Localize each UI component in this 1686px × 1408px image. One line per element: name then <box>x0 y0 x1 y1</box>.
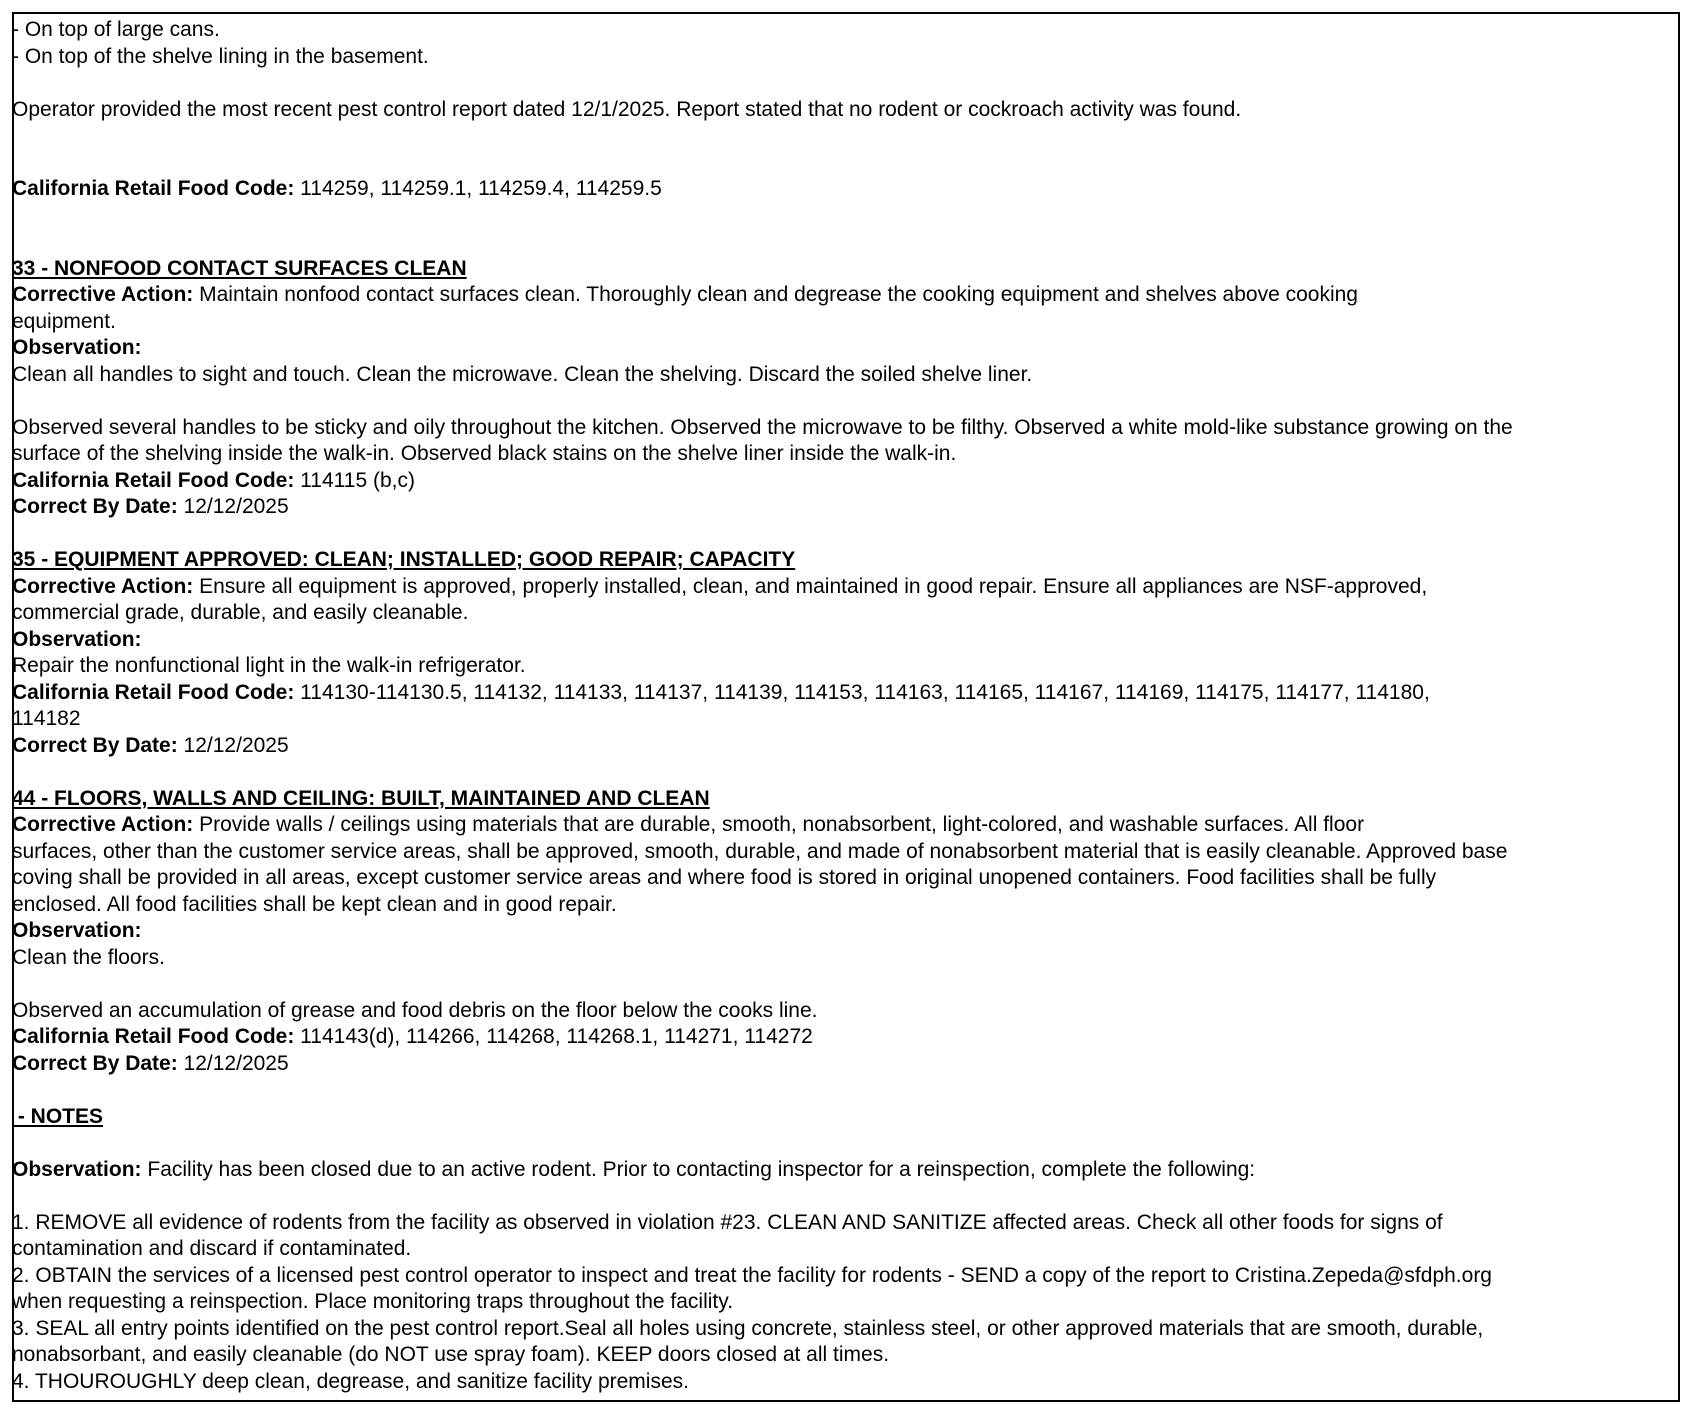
observation-text: surface of the shelving inside the walk-in. Observed black stains on the shelve liner inside the walk-in. <box>12 442 957 465</box>
corrective-action-text: surfaces, other than the customer service areas, shall be approved, smooth, durable, and made of nonabsorbent material that is easily cleanable. Approved base <box>12 839 1508 863</box>
code-line <box>12 680 1662 707</box>
corrective-action-text: Ensure all equipment is approved, properly installed, clean, and maintained in good repair. Ensure all appliances are NSF-approved, <box>193 574 1428 598</box>
code-value: 114182 <box>12 707 81 730</box>
notes-observation <box>12 1157 1662 1184</box>
observation-text: Clean all handles to sight and touch. Clean the microwave. Clean the shelving. Discard the soiled shelve liner. <box>12 362 1033 386</box>
observation-label: Observation: <box>12 627 142 651</box>
date-value: 12/12/2025 <box>177 495 289 518</box>
corrective-action <box>12 282 1662 309</box>
date-label: Correct By Date: <box>12 495 178 518</box>
observation-text: Repair the nonfunctional light in the walk-in refrigerator. <box>12 654 526 677</box>
observation-text: Observed several handles to be sticky and oily throughout the kitchen. Observed the microwave to be filthy. Observed a white mold-like substance growing on the <box>12 415 1513 439</box>
corrective-action-label: Corrective Action: <box>12 574 194 598</box>
corrective-action-text: commercial grade, durable, and easily cleanable. <box>12 601 469 624</box>
bullet-line: - On top of the shelve lining in the basement. <box>12 44 429 68</box>
violation-heading: 33 - NONFOOD CONTACT SURFACES CLEAN <box>12 256 467 280</box>
corrective-action-text: enclosed. All food facilities shall be kept clean and in good repair. <box>12 892 617 916</box>
notes-item: 3. SEAL all entry points identified on the pest control report.Seal all holes using concrete, stainless steel, or other approved materials that are smooth, durable, <box>12 1316 1484 1340</box>
violation-heading: 44 - FLOORS, WALLS AND CEILING: BUILT, MAINTAINED AND CLEAN <box>12 786 710 810</box>
violation-heading: 35 - EQUIPMENT APPROVED: CLEAN; INSTALLED; GOOD REPAIR; CAPACITY <box>12 548 796 571</box>
code-value: 114259, 114259.1, 114259.4, 114259.5 <box>294 177 662 200</box>
notes-item: nonabsorbant, and easily cleanable (do NOT use spray foam). KEEP doors closed at all times. <box>12 1343 890 1366</box>
code-value: 114143(d), 114266, 114268, 114268.1, 114271, 114272 <box>294 1025 813 1048</box>
notes-item: when requesting a reinspection. Place monitoring traps throughout the facility. <box>12 1290 734 1313</box>
pest-report-note: Operator provided the most recent pest control report dated 12/1/2025. Report stated that no rodent or cockroach activity was found. <box>12 97 1242 121</box>
correct-by-date <box>12 494 1662 521</box>
code-label: California Retail Food Code: <box>12 1025 295 1048</box>
observation-label: Observation: <box>12 336 142 359</box>
date-value: 12/12/2025 <box>177 1051 289 1075</box>
observation-text: Facility has been closed due to an active rodent. Prior to contacting inspector for a reinspection, complete the following: <box>141 1157 1256 1181</box>
code-label: California Retail Food Code: <box>12 177 295 200</box>
corrective-action-text: Provide walls / ceilings using materials that are durable, smooth, nonabsorbent, light-colored, and washable surfaces. All floor <box>193 813 1365 836</box>
notes-item: 4. THOUROUGHLY deep clean, degrease, and sanitize facility premises. <box>12 1369 689 1393</box>
notes-heading: - NOTES <box>12 1104 104 1128</box>
date-label: Correct By Date: <box>12 733 178 757</box>
corrective-action <box>12 574 1662 601</box>
date-value: 12/12/2025 <box>177 733 289 757</box>
code-label: California Retail Food Code: <box>12 680 295 704</box>
code-label: California Retail Food Code: <box>12 468 295 492</box>
corrective-action-text: coving shall be provided in all areas, except customer service areas and where food is stored in original unopened containers. Food facilities shall be fully <box>12 866 1437 889</box>
corrective-action-text: Maintain nonfood contact surfaces clean. Thoroughly clean and degrease the cooking equipment and shelves above cooking <box>193 283 1358 306</box>
bullet-line: - On top of large cans. <box>12 18 220 41</box>
correct-by-date <box>12 1051 1662 1078</box>
corrective-action-label: Corrective Action: <box>12 283 194 306</box>
code-line <box>12 1024 1662 1051</box>
observation-label: Observation: <box>12 1157 142 1181</box>
corrective-action-label: Corrective Action: <box>12 813 194 836</box>
notes-item: 1. REMOVE all evidence of rodents from the facility as observed in violation #23. CLEAN AND SANITIZE affected areas. Check all other foods for signs of <box>12 1210 1443 1234</box>
correct-by-date <box>12 733 1662 760</box>
code-line <box>12 468 1662 495</box>
document-body <box>12 17 1662 1395</box>
observation-text: Observed an accumulation of grease and food debris on the floor below the cooks line. <box>12 998 818 1022</box>
notes-item: 2. OBTAIN the services of a licensed pest control operator to inspect and treat the facility for rodents - SEND a copy of the report to Cristina.Zepeda@sfdph.org <box>12 1263 1492 1287</box>
code-line <box>12 176 1662 203</box>
corrective-action <box>12 812 1662 839</box>
notes-item: contamination and discard if contaminated. <box>12 1237 412 1260</box>
code-value: 114130-114130.5, 114132, 114133, 114137, 114139, 114153, 114163, 114165, 114167, 114169, 114175, 114177, 114180, <box>294 680 1430 704</box>
observation-label: Observation: <box>12 919 142 942</box>
observation-text: Clean the floors. <box>12 945 165 969</box>
corrective-action-text: equipment. <box>12 309 116 333</box>
date-label: Correct By Date: <box>12 1051 178 1075</box>
code-value: 114115 (b,c) <box>294 468 415 492</box>
